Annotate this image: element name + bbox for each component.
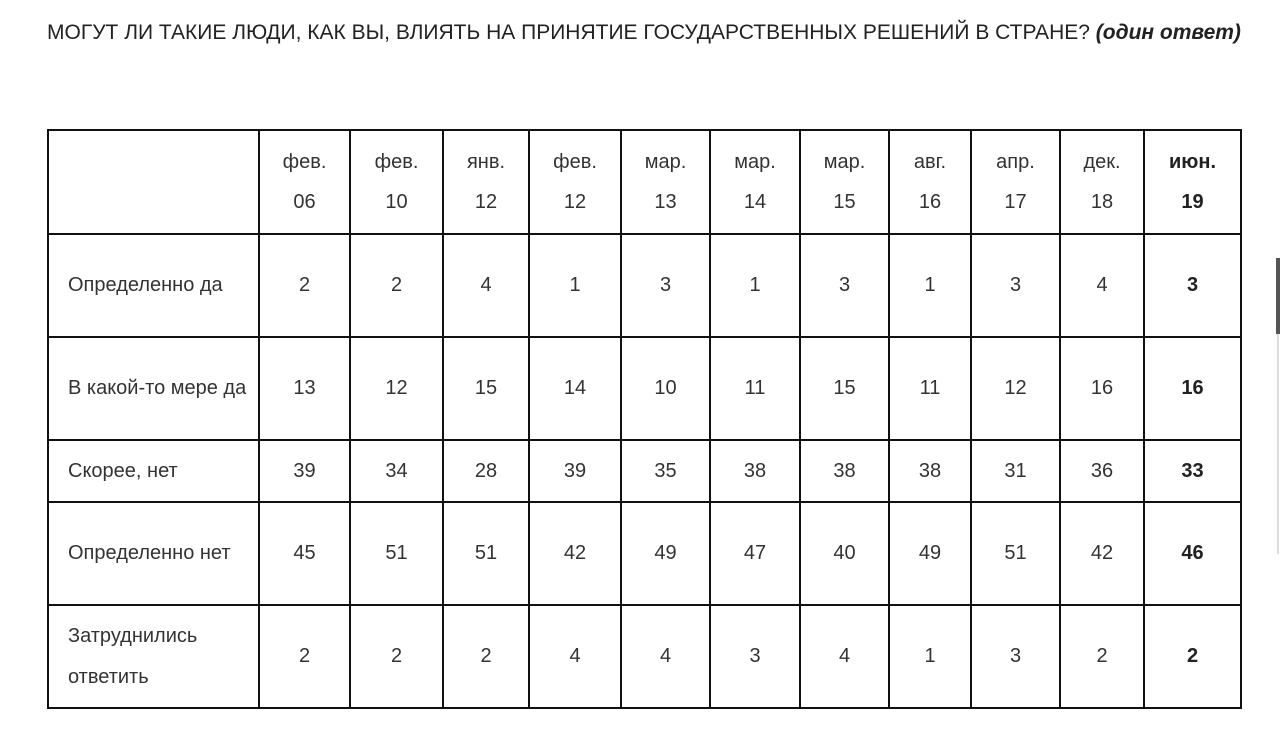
table-cell: 3 bbox=[971, 605, 1060, 708]
row-label: Затруднились ответить bbox=[48, 605, 259, 708]
row-label: Определенно да bbox=[48, 234, 259, 337]
table-cell: 3 bbox=[800, 234, 889, 337]
table-row bbox=[48, 337, 1241, 440]
row-label: Скорее, нет bbox=[48, 440, 259, 502]
table-cell: 28 bbox=[443, 440, 529, 502]
table-cell: 4 bbox=[621, 605, 710, 708]
table-cell: 51 bbox=[971, 502, 1060, 605]
table-cell: 3 bbox=[710, 605, 800, 708]
table-cell: 2 bbox=[443, 605, 529, 708]
column-header: мар. 14 bbox=[710, 130, 800, 234]
table-cell: 1 bbox=[710, 234, 800, 337]
table-cell: 51 bbox=[443, 502, 529, 605]
table-cell: 1 bbox=[529, 234, 621, 337]
adjacent-page-scroll-edge bbox=[1276, 258, 1280, 334]
table-cell: 15 bbox=[443, 337, 529, 440]
table-cell: 3 bbox=[971, 234, 1060, 337]
table-cell-latest: 16 bbox=[1144, 337, 1241, 440]
adjacent-page-divider bbox=[1277, 334, 1279, 554]
column-header: апр. 17 bbox=[971, 130, 1060, 234]
column-header: фев. 10 bbox=[350, 130, 443, 234]
column-header: фев. 06 bbox=[259, 130, 350, 234]
table-cell: 49 bbox=[889, 502, 971, 605]
table-cell: 34 bbox=[350, 440, 443, 502]
table-cell: 39 bbox=[529, 440, 621, 502]
table-cell: 15 bbox=[800, 337, 889, 440]
survey-results-table bbox=[47, 129, 1242, 709]
table-cell-latest: 2 bbox=[1144, 605, 1241, 708]
column-header: авг. 16 bbox=[889, 130, 971, 234]
table-cell: 2 bbox=[259, 605, 350, 708]
table-cell: 45 bbox=[259, 502, 350, 605]
survey-question bbox=[47, 12, 1247, 54]
table-cell: 2 bbox=[350, 605, 443, 708]
table-cell: 42 bbox=[529, 502, 621, 605]
table-cell: 13 bbox=[259, 337, 350, 440]
table-row bbox=[48, 502, 1241, 605]
table-cell: 40 bbox=[800, 502, 889, 605]
header-corner-cell bbox=[48, 130, 259, 234]
table-row bbox=[48, 440, 1241, 502]
column-header-latest: июн. 19 bbox=[1144, 130, 1241, 234]
table-cell: 31 bbox=[971, 440, 1060, 502]
table-cell: 51 bbox=[350, 502, 443, 605]
table-cell: 4 bbox=[800, 605, 889, 708]
table-cell: 42 bbox=[1060, 502, 1144, 605]
column-header: мар. 15 bbox=[800, 130, 889, 234]
table-cell: 1 bbox=[889, 605, 971, 708]
table-header-row bbox=[48, 130, 1241, 234]
table-cell: 14 bbox=[529, 337, 621, 440]
table-cell: 49 bbox=[621, 502, 710, 605]
table-cell-latest: 33 bbox=[1144, 440, 1241, 502]
table-cell: 38 bbox=[800, 440, 889, 502]
column-header: мар. 13 bbox=[621, 130, 710, 234]
table-cell-latest: 3 bbox=[1144, 234, 1241, 337]
column-header: дек. 18 bbox=[1060, 130, 1144, 234]
table-cell: 2 bbox=[1060, 605, 1144, 708]
table-cell: 16 bbox=[1060, 337, 1144, 440]
question-text: МОГУТ ЛИ ТАКИЕ ЛЮДИ, КАК ВЫ, ВЛИЯТЬ НА ПРИНЯТИЕ ГОСУДАРСТВЕННЫХ РЕШЕНИЙ В СТРАНЕ? bbox=[47, 21, 1090, 44]
table-cell: 11 bbox=[889, 337, 971, 440]
column-header: янв. 12 bbox=[443, 130, 529, 234]
table-cell: 4 bbox=[443, 234, 529, 337]
table-cell: 4 bbox=[1060, 234, 1144, 337]
table-row bbox=[48, 234, 1241, 337]
table-cell: 12 bbox=[350, 337, 443, 440]
table-row bbox=[48, 605, 1241, 708]
table-cell: 39 bbox=[259, 440, 350, 502]
table-cell: 12 bbox=[971, 337, 1060, 440]
table-cell-latest: 46 bbox=[1144, 502, 1241, 605]
table-cell: 38 bbox=[710, 440, 800, 502]
answer-note: (один ответ) bbox=[1095, 21, 1241, 44]
table-cell: 11 bbox=[710, 337, 800, 440]
table-cell: 36 bbox=[1060, 440, 1144, 502]
table-cell: 3 bbox=[621, 234, 710, 337]
table-cell: 2 bbox=[350, 234, 443, 337]
table-cell: 47 bbox=[710, 502, 800, 605]
table-cell: 1 bbox=[889, 234, 971, 337]
table-cell: 10 bbox=[621, 337, 710, 440]
table-cell: 2 bbox=[259, 234, 350, 337]
table-cell: 35 bbox=[621, 440, 710, 502]
row-label: Определенно нет bbox=[48, 502, 259, 605]
table-cell: 38 bbox=[889, 440, 971, 502]
table-cell: 4 bbox=[529, 605, 621, 708]
column-header: фев. 12 bbox=[529, 130, 621, 234]
row-label: В какой-то мере да bbox=[48, 337, 259, 440]
